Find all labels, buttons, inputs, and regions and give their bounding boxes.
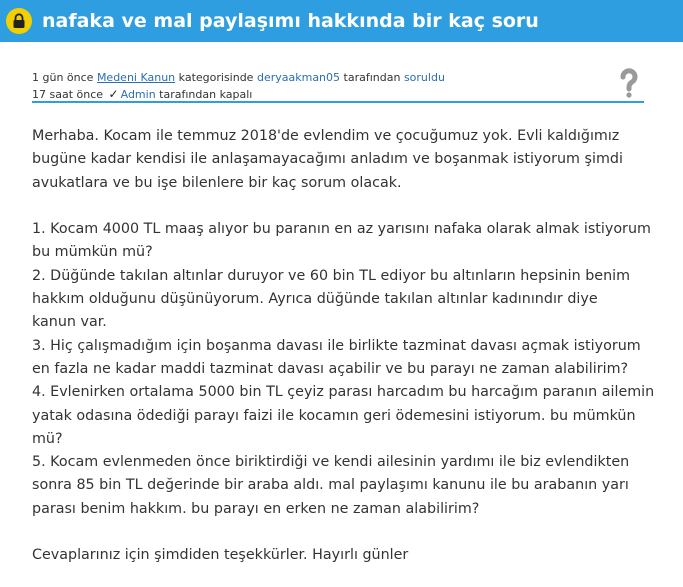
asked-time: 1 gün önce xyxy=(32,71,94,84)
body-line: bugüne kadar kendisi ile anlaşamayacağımı anladım ve boşanmak istiyorum şimdi xyxy=(32,151,623,168)
paragraph-gap xyxy=(32,195,662,218)
body-line: 1. Kocam 4000 TL maaş alıyor bu paranın en az yarısını nafaka olarak almak istiyorum xyxy=(32,221,651,238)
body-line: 4. Evlenirken ortalama 5000 bin TL çeyiz parası harcadım bu harcağım paranın ailemin xyxy=(32,384,655,401)
admin-link[interactable]: Admin xyxy=(120,88,156,101)
question-meta xyxy=(32,69,592,103)
question-mark-avatar-icon xyxy=(616,68,642,98)
body-line: en fazla ne kadar maddi tazminat davası açabilir ve bu parayı ne zaman alabilirim? xyxy=(32,360,629,377)
body-line: Cevaplarınız için şimdiden teşekkürler. Hayırlı günler xyxy=(32,547,409,564)
body-line: yatak odasına ödediği parayı faizi ile kocamın geri ödemesini istiyorum. bu mümkün xyxy=(32,407,636,424)
body-line: mü? xyxy=(32,430,63,447)
avatar[interactable] xyxy=(616,68,642,98)
question-title-bar xyxy=(0,0,683,42)
divider xyxy=(32,101,644,103)
body-line: 2. Düğünde takılan altınlar duruyor ve 60 bin TL ediyor bu altınların hepsinin benim xyxy=(32,267,631,284)
closed-text: tarafından kapalı xyxy=(159,88,253,101)
body-line: hakkım olduğunu düşünüyorum. Ayrıca düğünde takılan altınlar kadınındır diye xyxy=(32,291,598,308)
body-line: Merhaba. Kocam ile temmuz 2018'de evlendim ve çocuğumuz yok. Evli kaldığımız xyxy=(32,128,620,144)
body-line: 5. Kocam evlenmeden önce biriktirdiği ve kendi ailesinin yardımı ile biz evlendikten xyxy=(32,454,630,471)
author-link[interactable]: deryaakman05 xyxy=(256,71,341,84)
question-body xyxy=(32,125,662,568)
body-line: sonra 85 bin TL değerinde bir araba aldı. mal paylaşımı kanunu ile bu arabanın yarı xyxy=(32,477,629,494)
check-icon: ✓ xyxy=(108,87,119,101)
body-line: kanun var. xyxy=(32,314,107,331)
category-link[interactable]: Medeni Kanun xyxy=(96,71,176,84)
lock-icon xyxy=(6,8,32,34)
body-line: bu mümkün mü? xyxy=(32,244,153,261)
closed-time: 17 saat önce xyxy=(32,88,104,101)
question-title: nafaka ve mal paylaşımı hakkında bir kaç soru xyxy=(42,10,539,32)
body-line: 3. Hiç çalışmadığım için boşanma davası ile birlikte tazminat davası açmak istiyorum xyxy=(32,337,641,354)
by-text: tarafından xyxy=(343,71,401,84)
body-line: avukatlara ve bu işe bilenlere bir kaç sorum olacak. xyxy=(32,174,402,191)
meta-asked-row xyxy=(32,69,592,86)
category-suffix: kategorisinde xyxy=(178,71,254,84)
paragraph-gap xyxy=(32,521,662,544)
body-line: parası benim hakkım. bu parayı en erken ne zaman alabilirim? xyxy=(32,500,480,517)
asked-link[interactable]: soruldu xyxy=(403,71,445,84)
